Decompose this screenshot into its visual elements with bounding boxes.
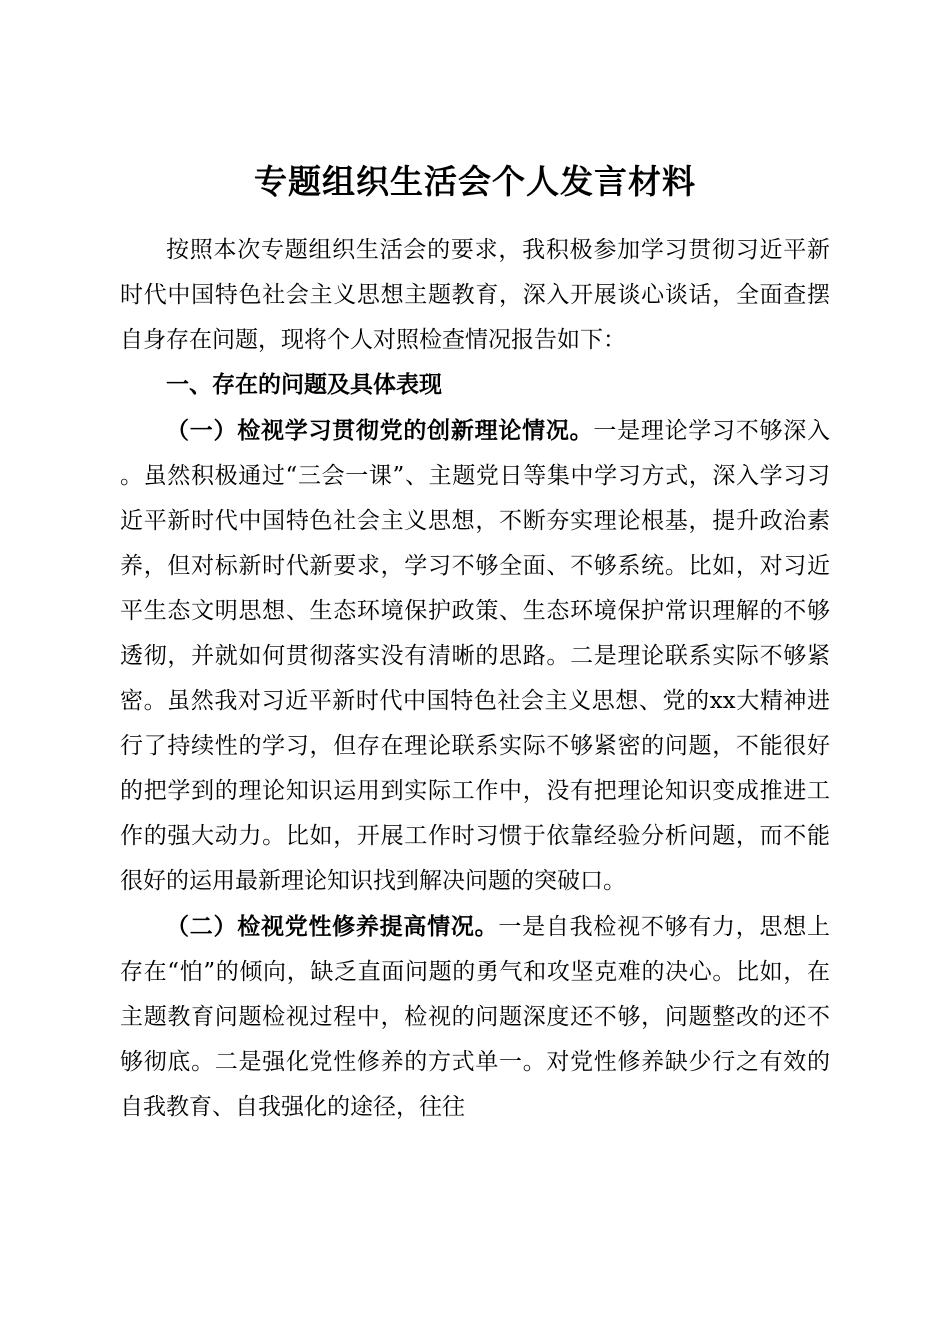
subsection-2-text: 一是自我检视不够有力，思想上存在“怕”的倾向，缺乏直面问题的勇气和攻坚克难的决心。比如，在主题教育问题检视过程中，检视的问题深度还不够，问题整改的还不够彻底。二是强化党性修养的方式单一。对党性修养缺少行之有效的自我教育、自我强化的途径，往往 — [120, 914, 831, 1120]
document-title: 专题组织生活会个人发言材料 — [254, 162, 696, 202]
subsection-1-paragraph — [120, 408, 830, 904]
subsection-1-text: 一是理论学习不够深入。虽然积极通过“三会一课”、主题党日等集中学习方式，深入学习习近平新时代中国特色社会主义思想，不断夯实理论根基，提升政治素养，但对标新时代新要求，学习不够全面、不够系统。比如，对习近平生态文明思想、生态环境保护政策、生态环境保护常识理解的不够透彻，并就如何贯彻落实没有清晰的思路。二是理论联系实际不够紧密。虽然我对习近平新时代中国特色社会主义思想、党的xx大精神进行了持续性的学习，但存在理论联系实际不够紧密的问题，不能很好的把学到的理论知识运用到实际工作中，没有把理论知识变成推进工作的强大动力。比如，开展工作时习惯于依靠经验分析问题，而不能很好的运用最新理论知识找到解决问题的突破口。 — [120, 418, 831, 894]
intro-paragraph: 按照本次专题组织生活会的要求，我积极参加学习贯彻习近平新时代中国特色社会主义思想主题教育，深入开展谈心谈话，全面查摆自身存在问题，现将个人对照检查情况报告如下： — [120, 237, 830, 353]
document-body — [120, 228, 830, 1130]
subsection-2-paragraph — [120, 904, 830, 1130]
subsection-2-heading: （二）检视党性修养提高情况。 — [166, 913, 499, 940]
subsection-1-heading: （一）检视学习贯彻党的创新理论情况。 — [166, 417, 594, 444]
section-heading-problems: 一、存在的问题及具体表现 — [166, 372, 442, 398]
